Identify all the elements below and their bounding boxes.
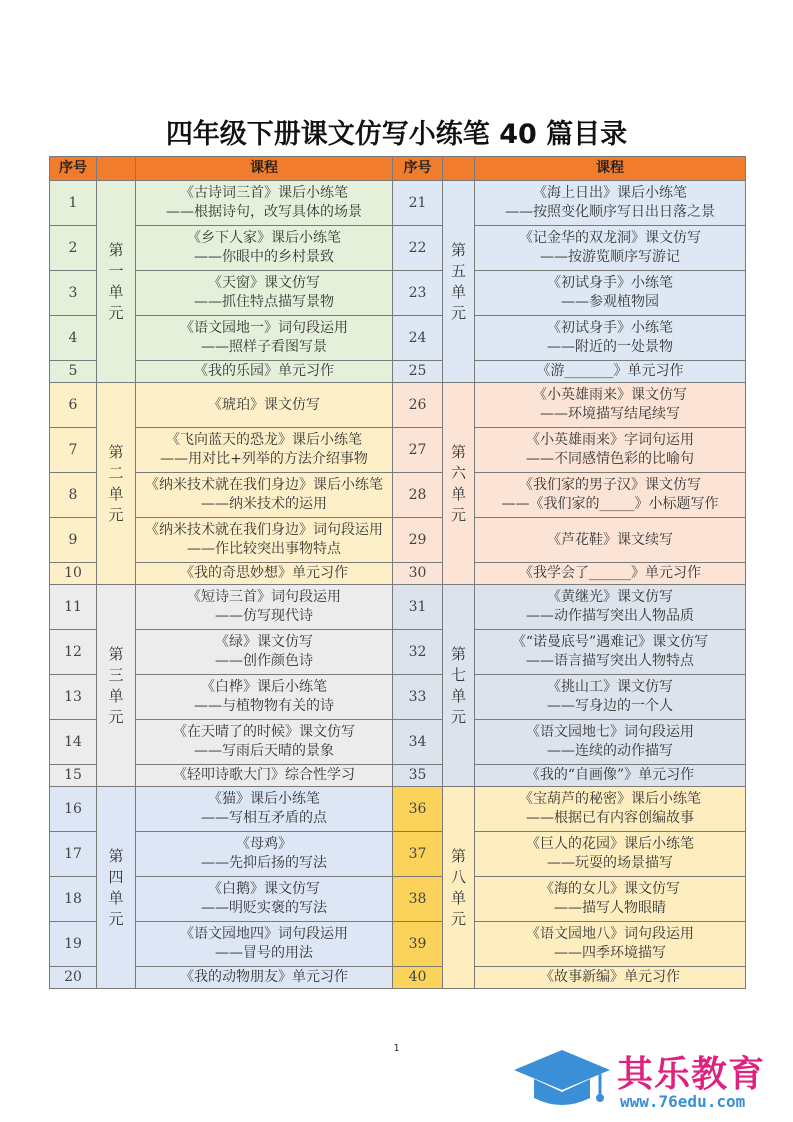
item-number: 9 [50, 518, 97, 563]
table-row [50, 877, 746, 922]
table-row [50, 585, 746, 630]
course-cell [136, 630, 393, 675]
course-cell [475, 271, 746, 316]
page-title: 四年级下册课文仿写小练笔 40 篇目录 [165, 119, 628, 150]
header-unit-left [97, 157, 136, 181]
course-cell [475, 967, 746, 989]
table-row [50, 181, 746, 226]
course-title: 《语文园地八》词句段运用 [526, 926, 694, 942]
course-subtitle: ——四季环境描写 [554, 945, 666, 961]
course-title: 《宝葫芦的秘密》课后小练笔 [519, 791, 701, 807]
course-cell [136, 787, 393, 832]
header-num-right: 序号 [393, 157, 443, 181]
course-title: 《语文园地一》词句段运用 [180, 320, 348, 336]
table-row [50, 383, 746, 428]
table-row [50, 922, 746, 967]
course-cell [475, 383, 746, 428]
course-title: 《我的奇思妙想》单元习作 [180, 565, 348, 581]
course-cell [136, 271, 393, 316]
course-title: 《游_______》单元习作 [536, 363, 684, 379]
item-number: 15 [50, 765, 97, 787]
header-num-left: 序号 [50, 157, 97, 181]
item-number: 7 [50, 428, 97, 473]
course-title: 《绿》课文仿写 [215, 634, 313, 650]
course-cell [136, 518, 393, 563]
course-cell [475, 832, 746, 877]
table-row [50, 473, 746, 518]
item-number: 38 [393, 877, 443, 922]
course-cell [475, 877, 746, 922]
table-row [50, 361, 746, 383]
course-title: 《纳米技术就在我们身边》课后小练笔 [145, 477, 383, 493]
item-number: 29 [393, 518, 443, 563]
table-row [50, 271, 746, 316]
table-row [50, 630, 746, 675]
course-cell [475, 473, 746, 518]
course-subtitle: ——《我们家的_____》小标题写作 [501, 496, 719, 512]
table-row [50, 720, 746, 765]
course-subtitle: ——连续的动作描写 [547, 743, 673, 759]
course-title: 《琥珀》课文仿写 [208, 396, 320, 413]
course-title: 《小英雄雨来》字词句运用 [526, 432, 694, 448]
course-subtitle: ——不同感情色彩的比喻句 [526, 451, 694, 467]
course-title: 《我的“自画像”》单元习作 [525, 767, 695, 783]
course-cell [136, 967, 393, 989]
item-number: 2 [50, 226, 97, 271]
course-title: 《海的女儿》课文仿写 [540, 881, 680, 897]
course-title: 《挑山工》课文仿写 [547, 679, 673, 695]
table-row [50, 428, 746, 473]
unit-label [443, 383, 475, 585]
course-subtitle: ——照样子看图写景 [201, 339, 327, 355]
brand-logo [512, 1046, 782, 1116]
course-cell [475, 428, 746, 473]
header-course-left: 课程 [136, 157, 393, 181]
course-cell [136, 181, 393, 226]
course-title: 《我的动物朋友》单元习作 [180, 969, 348, 985]
item-number: 36 [393, 787, 443, 832]
course-title: 《飞向蓝天的恐龙》课后小练笔 [166, 432, 362, 448]
course-subtitle: ——动作描写突出人物品质 [526, 608, 694, 624]
course-cell [475, 630, 746, 675]
course-title: 《轻叩诗歌大门》综合性学习 [173, 767, 355, 783]
course-title: 《海上日出》课后小练笔 [533, 185, 687, 201]
course-subtitle: ——根据已有内容创编故事 [526, 810, 694, 826]
table-header-row [50, 157, 746, 181]
item-number: 5 [50, 361, 97, 383]
table-row [50, 787, 746, 832]
course-cell [475, 720, 746, 765]
course-title: 《纳米技术就在我们身边》词句段运用 [145, 522, 383, 538]
course-title: 《短诗三首》词句段运用 [187, 589, 341, 605]
item-number: 28 [393, 473, 443, 518]
course-title: 《白鹅》课文仿写 [208, 881, 320, 897]
course-cell [136, 316, 393, 361]
item-number: 25 [393, 361, 443, 383]
brand-name: 其乐教育 [617, 1054, 766, 1095]
table-row [50, 967, 746, 989]
unit-label-text: 第二单元 [108, 442, 124, 524]
course-subtitle: ——按照变化顺序写日出日落之景 [505, 204, 715, 220]
item-number: 10 [50, 563, 97, 585]
course-cell [136, 832, 393, 877]
course-cell [136, 765, 393, 787]
course-cell [136, 720, 393, 765]
unit-label-text: 第八单元 [451, 846, 467, 928]
unit-label-text: 第三单元 [108, 644, 124, 726]
course-title: 《白桦》课后小练笔 [201, 679, 327, 695]
unit-label [97, 383, 136, 585]
course-cell [136, 473, 393, 518]
course-cell [475, 922, 746, 967]
course-cell [136, 383, 393, 428]
course-subtitle: ——写身边的一个人 [547, 698, 673, 714]
course-subtitle: ——作比较突出事物特点 [187, 541, 341, 557]
unit-label-text: 第五单元 [451, 240, 467, 322]
course-title: 《猫》课后小练笔 [208, 791, 320, 807]
course-cell [136, 877, 393, 922]
unit-label-text: 第一单元 [108, 240, 124, 322]
course-cell [136, 428, 393, 473]
course-cell [475, 361, 746, 383]
toc-body [50, 181, 746, 989]
item-number: 18 [50, 877, 97, 922]
course-cell [136, 922, 393, 967]
item-number: 30 [393, 563, 443, 585]
unit-label [97, 181, 136, 383]
course-title: 《“诺曼底号”遇难记》课文仿写 [511, 634, 709, 650]
item-number: 16 [50, 787, 97, 832]
table-row [50, 316, 746, 361]
course-subtitle: ——与植物物有关的诗 [194, 698, 334, 714]
item-number: 3 [50, 271, 97, 316]
course-subtitle: ——玩耍的场景描写 [547, 855, 673, 871]
course-cell [136, 563, 393, 585]
course-subtitle: ——根据诗句，改写具体的场景 [166, 204, 362, 220]
item-number: 27 [393, 428, 443, 473]
course-title: 《我的乐园》单元习作 [194, 363, 334, 379]
item-number: 34 [393, 720, 443, 765]
unit-label [97, 787, 136, 989]
item-number: 39 [393, 922, 443, 967]
item-number: 20 [50, 967, 97, 989]
item-number: 19 [50, 922, 97, 967]
course-subtitle: ——冒号的用法 [215, 945, 313, 961]
course-cell [475, 226, 746, 271]
course-subtitle: ——用对比+列举的方法介绍事物 [160, 451, 368, 467]
course-subtitle: ——写相互矛盾的点 [201, 810, 327, 826]
course-title: 《在天晴了的时候》课文仿写 [173, 724, 355, 740]
course-subtitle: ——参观植物园 [561, 294, 659, 310]
course-cell [475, 787, 746, 832]
header-unit-right [443, 157, 475, 181]
course-title: 《母鸡》 [236, 836, 292, 852]
item-number: 12 [50, 630, 97, 675]
item-number: 32 [393, 630, 443, 675]
course-cell [475, 585, 746, 630]
item-number: 24 [393, 316, 443, 361]
course-subtitle: ——仿写现代诗 [215, 608, 313, 624]
course-cell [136, 675, 393, 720]
course-cell [475, 765, 746, 787]
course-subtitle: ——创作颜色诗 [215, 653, 313, 669]
course-title: 《黄继光》课文仿写 [547, 589, 673, 605]
brand-url: www.76edu.com [620, 1092, 746, 1111]
header-course-right: 课程 [475, 157, 746, 181]
course-title: 《古诗词三首》课后小练笔 [180, 185, 348, 201]
unit-label-text: 第七单元 [451, 644, 467, 726]
unit-label-text: 第四单元 [108, 846, 124, 928]
course-subtitle: ——写雨后天晴的景象 [194, 743, 334, 759]
course-cell [475, 518, 746, 563]
item-number: 11 [50, 585, 97, 630]
table-row [50, 563, 746, 585]
course-title: 《记金华的双龙洞》课文仿写 [519, 230, 701, 246]
unit-label [443, 787, 475, 989]
item-number: 6 [50, 383, 97, 428]
course-title: 《故事新编》单元习作 [540, 969, 680, 985]
table-row [50, 226, 746, 271]
course-subtitle: ——纳米技术的运用 [201, 496, 327, 512]
item-number: 40 [393, 967, 443, 989]
course-cell [136, 585, 393, 630]
course-cell [136, 361, 393, 383]
course-cell [475, 181, 746, 226]
course-title: 《我学会了______》单元习作 [519, 565, 701, 581]
unit-label [97, 585, 136, 787]
course-title: 《乡下人家》课后小练笔 [187, 230, 341, 246]
course-title: 《芦花鞋》课文续写 [547, 531, 673, 548]
item-number: 14 [50, 720, 97, 765]
item-number: 4 [50, 316, 97, 361]
item-number: 23 [393, 271, 443, 316]
item-number: 26 [393, 383, 443, 428]
unit-label [443, 585, 475, 787]
item-number: 1 [50, 181, 97, 226]
item-number: 22 [393, 226, 443, 271]
table-row [50, 832, 746, 877]
course-cell [475, 316, 746, 361]
course-cell [136, 226, 393, 271]
course-subtitle: ——描写人物眼睛 [554, 900, 666, 916]
course-subtitle: ——先抑后扬的写法 [201, 855, 327, 871]
course-title: 《小英雄雨来》课文仿写 [533, 387, 687, 403]
course-subtitle: ——语言描写突出人物特点 [526, 653, 694, 669]
item-number: 21 [393, 181, 443, 226]
item-number: 17 [50, 832, 97, 877]
course-title: 《语文园地四》词句段运用 [180, 926, 348, 942]
course-title: 《初试身手》小练笔 [547, 275, 673, 291]
item-number: 8 [50, 473, 97, 518]
item-number: 37 [393, 832, 443, 877]
graduation-cap-icon [512, 1046, 612, 1116]
course-title: 《语文园地七》词句段运用 [526, 724, 694, 740]
item-number: 13 [50, 675, 97, 720]
unit-label-text: 第六单元 [451, 442, 467, 524]
item-number: 33 [393, 675, 443, 720]
toc-table [49, 156, 746, 989]
course-title: 《巨人的花园》课后小练笔 [526, 836, 694, 852]
course-subtitle: ——环境描写结尾续写 [540, 406, 680, 422]
course-subtitle: ——抓住特点描写景物 [194, 294, 334, 310]
table-row [50, 765, 746, 787]
course-subtitle: ——你眼中的乡村景致 [194, 249, 334, 265]
course-subtitle: ——按游览顺序写游记 [540, 249, 680, 265]
item-number: 35 [393, 765, 443, 787]
course-cell [475, 675, 746, 720]
page-number: 1 [393, 1043, 400, 1054]
course-title: 《初试身手》小练笔 [547, 320, 673, 336]
course-title: 《天窗》课文仿写 [208, 275, 320, 291]
course-subtitle: ——附近的一处景物 [547, 339, 673, 355]
table-row [50, 675, 746, 720]
table-row [50, 518, 746, 563]
course-title: 《我们家的男子汉》课文仿写 [519, 477, 701, 493]
course-subtitle: ——明贬实褒的写法 [201, 900, 327, 916]
course-cell [475, 563, 746, 585]
item-number: 31 [393, 585, 443, 630]
unit-label [443, 181, 475, 383]
